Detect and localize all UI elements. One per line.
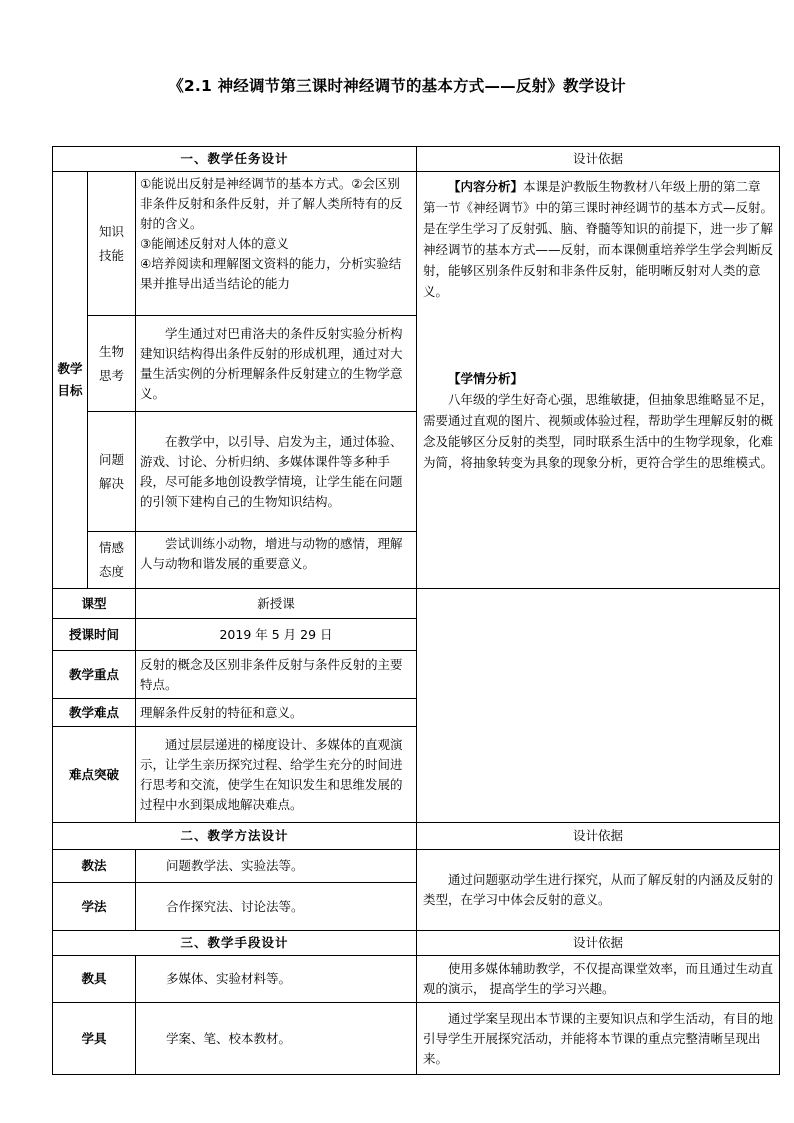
- section2-header: 二、教学方法设计: [53, 823, 417, 850]
- teaching-design-table: [52, 146, 780, 1075]
- means-label-student: 学具: [53, 1003, 136, 1075]
- method-label-learn: 学法: [53, 883, 136, 931]
- goal-row-content-attitude: 尝试训练小动物，增进与动物的感情，理解人与动物和谐发展的重要意义。: [136, 532, 417, 589]
- goal-knowledge-line: ③能阐述反射对人体的意义: [140, 236, 289, 251]
- means-basis-teacher: 使用多媒体辅助教学，不仅提高课堂效率，而且通过生动直观的演示， 提高学生的学习兴趣。: [417, 956, 780, 1003]
- info-basis-empty: [417, 589, 780, 823]
- student-analysis-title: 【学情分析】: [448, 371, 524, 386]
- info-value-difficulty: 理解条件反射的特征和意义。: [136, 699, 417, 727]
- goal-row-content-knowledge: [136, 172, 417, 316]
- info-value-time: 2019 年 5 月 29 日: [136, 619, 417, 651]
- means-value-student: 学案、笔、校本教材。: [136, 1003, 417, 1075]
- goal-row-label-thinking: 生物 思考: [88, 316, 136, 412]
- info-value-breakthrough: 通过层层递进的梯度设计、多媒体的直观演示，让学生亲历探究过程、给学生充分的时间进行思考和交流，使学生在知识发生和思维发展的过程中水到渠成地解决难点。: [136, 727, 417, 823]
- section1-basis-header: 设计依据: [417, 147, 780, 172]
- student-analysis-text: 八年级的学生好奇心强，思维敏捷，但抽象思维略显不足，需要通过直观的图片、视频或体验过程，帮助学生理解反射的概念及能够区分反射的类型，同时联系生活中的生物学现象，化难为简，将抽象转变为具象的现象分析，更符合学生的思维模式。: [423, 392, 774, 470]
- goal-row-label-problem: 问题 解决: [88, 412, 136, 532]
- method-value-learn: 合作探究法、讨论法等。: [136, 883, 417, 931]
- section1-header: 一、教学任务设计: [53, 147, 417, 172]
- document-title: 《2.1 神经调节第三课时神经调节的基本方式——反射》教学设计: [168, 77, 626, 95]
- goal-row-label-knowledge: 知识 技能: [88, 172, 136, 316]
- goal-label-text: 教学 目标: [57, 361, 83, 398]
- content-analysis-text: 本课是沪教版生物教材八年级上册的第二章第一节《神经调节》中的第三课时神经调节的基本方式—反射。是在学生学习了反射弧、脑、脊髓等知识的前提下，进一步了解神经调节的基本方式——反射，而本课侧重培养学生学会判断反射，能够区别条件反射和非条件反射，能明晰反射对人类的意义。: [423, 179, 774, 299]
- means-basis-student: 通过学案呈现出本节课的主要知识点和学生活动，有目的地引导学生开展探究活动，并能将本节课的重点完整清晰呈现出来。: [417, 1003, 780, 1075]
- section3-basis-header: 设计依据: [417, 931, 780, 956]
- goal-row-content-thinking: 学生通过对巴甫洛夫的条件反射实验分析构建知识结构得出条件反射的形成机理，通过对大量生活实例的分析理解条件反射建立的生物学意义。: [136, 316, 417, 412]
- means-label-teacher: 教具: [53, 956, 136, 1003]
- method-label-teach: 教法: [53, 850, 136, 883]
- content-analysis-title: 【内容分析】: [448, 179, 524, 194]
- info-label-time: 授课时间: [53, 619, 136, 651]
- section2-basis: 通过问题驱动学生进行探究，从而了解反射的内涵及反射的类型，在学习中体会反射的意义。: [417, 850, 780, 931]
- goal-label: [53, 172, 88, 589]
- info-label-breakthrough: 难点突破: [53, 727, 136, 823]
- info-label-difficulty: 教学难点: [53, 699, 136, 727]
- content-analysis: [423, 176, 773, 302]
- section2-basis-header: 设计依据: [417, 823, 780, 850]
- method-value-teach: 问题教学法、实验法等。: [136, 850, 417, 883]
- goal-row-label-attitude: 情感 态度: [88, 532, 136, 589]
- means-value-teacher: 多媒体、实验材料等。: [136, 956, 417, 1003]
- goal-row-content-problem: 在教学中，以引导、启发为主，通过体验、游戏、讨论、分析归纳、多媒体课件等多种手段，尽可能多地创设教学情境，让学生能在问题的引领下建构自己的生物知识结构。: [136, 412, 417, 532]
- section1-basis-cell: [417, 172, 780, 589]
- info-value-type: 新授课: [136, 589, 417, 619]
- goal-knowledge-line: ①能说出反射是神经调节的基本方式。②会区别非条件反射和条件反射，并了解人类所特有的反射的含义。: [140, 176, 403, 231]
- goal-knowledge-line: ④培养阅读和理解图文资料的能力，分析实验结果并推导出适当结论的能力: [140, 256, 402, 291]
- info-label-type: 课型: [53, 589, 136, 619]
- section3-header: 三、教学手段设计: [53, 931, 417, 956]
- info-label-key: 教学重点: [53, 651, 136, 699]
- info-value-key: 反射的概念及区别非条件反射与条件反射的主要特点。: [136, 651, 417, 699]
